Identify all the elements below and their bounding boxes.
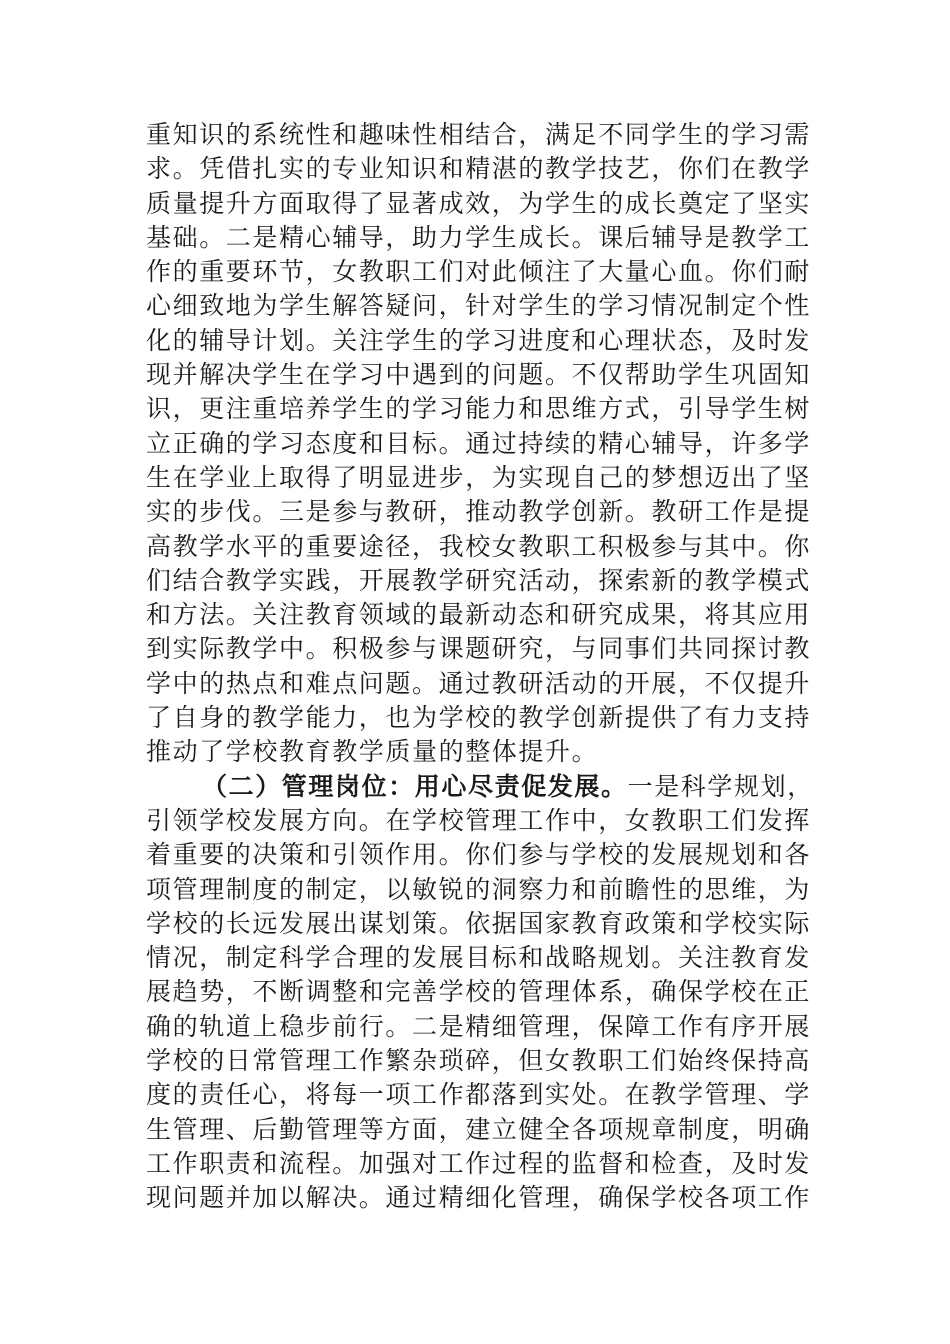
- body-text: [146, 118, 814, 1216]
- text-line: 情况，制定科学合理的发展目标和战略规划。关注教育发: [146, 943, 812, 973]
- text-line: 现问题并加以解决。通过精细化管理，确保学校各项工作: [146, 1183, 812, 1213]
- text-line: 实的步伐。三是参与教研，推动教学创新。教研工作是提: [146, 497, 812, 527]
- text-line: 立正确的学习态度和目标。通过持续的精心辅导，许多学: [146, 428, 812, 458]
- text-line: 高教学水平的重要途径，我校女教职工积极参与其中。你: [146, 531, 812, 561]
- text-line: 和方法。关注教育领域的最新动态和研究成果，将其应用: [146, 600, 812, 630]
- text-line: 学校的日常管理工作繁杂琐碎，但女教职工们始终保持高: [146, 1046, 812, 1076]
- text-line: 了自身的教学能力，也为学校的教学创新提供了有力支持: [146, 703, 812, 733]
- text-line: 度的责任心，将每一项工作都落到实处。在教学管理、学: [146, 1080, 812, 1110]
- text-line: 生在学业上取得了明显进步，为实现自己的梦想迈出了坚: [146, 462, 812, 492]
- text-line: 学中的热点和难点问题。通过教研活动的开展，不仅提升: [146, 668, 812, 698]
- text-line: 现并解决学生在学习中遇到的问题。不仅帮助学生巩固知: [146, 360, 812, 390]
- text-line: 项管理制度的制定，以敏锐的洞察力和前瞻性的思维，为: [146, 874, 812, 904]
- text-line: 生管理、后勤管理等方面，建立健全各项规章制度，明确: [146, 1114, 812, 1144]
- text-line: 心细致地为学生解答疑问，针对学生的学习情况制定个性: [146, 291, 812, 321]
- text-line: 工作职责和流程。加强对工作过程的监督和检查，及时发: [146, 1148, 812, 1178]
- text-line: 重知识的系统性和趣味性相结合，满足不同学生的学习需: [146, 120, 812, 149]
- section-heading-line: [146, 770, 814, 804]
- text-line: 推动了学校教育教学质量的整体提升。: [146, 737, 599, 767]
- text-line: 学校的长远发展出谋划策。依据国家教育政策和学校实际: [146, 908, 812, 938]
- text-line: 确的轨道上稳步前行。二是精细管理，保障工作有序开展: [146, 1011, 812, 1041]
- text-line: 化的辅导计划。关注学生的学习进度和心理状态，及时发: [146, 325, 812, 355]
- text-line: 展趋势，不断调整和完善学校的管理体系，确保学校在正: [146, 977, 812, 1007]
- text-line: 到实际教学中。积极参与课题研究，与同事们共同探讨教: [146, 634, 812, 664]
- text-line: 们结合教学实践，开展教学研究活动，探索新的教学模式: [146, 565, 812, 595]
- text-line: 求。凭借扎实的专业知识和精湛的教学技艺，你们在教学: [146, 154, 812, 184]
- section-heading: （二）管理岗位：用心尽责促发展。: [202, 771, 628, 801]
- text-line: 识，更注重培养学生的学习能力和思维方式，引导学生树: [146, 394, 812, 424]
- text-line: 基础。二是精心辅导，助力学生成长。课后辅导是教学工: [146, 222, 812, 252]
- text-line: 着重要的决策和引领作用。你们参与学校的发展规划和各: [146, 840, 812, 870]
- text-line: 作的重要环节，女教职工们对此倾注了大量心血。你们耐: [146, 257, 812, 287]
- text-run: 一是科学规划，: [627, 771, 814, 801]
- text-line: 质量提升方面取得了显著成效，为学生的成长奠定了坚实: [146, 188, 812, 218]
- text-line: 引领学校发展方向。在学校管理工作中，女教职工们发挥: [146, 805, 812, 835]
